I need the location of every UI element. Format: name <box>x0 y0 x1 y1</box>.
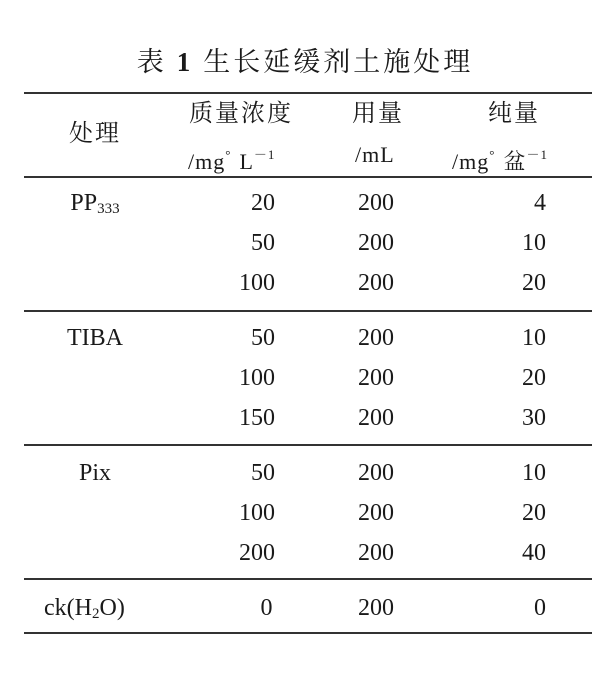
table-cell: 20 <box>522 365 546 391</box>
table-cell: 100 <box>239 365 275 391</box>
table-cell: 50 <box>251 325 275 351</box>
table-cell: 20 <box>251 190 275 216</box>
header-purity: 纯量 <box>488 99 540 127</box>
caption-prefix: 表 <box>136 47 167 78</box>
table-cell: 0 <box>534 595 546 621</box>
table-cell: 200 <box>358 595 394 621</box>
table-cell: 200 <box>358 270 394 296</box>
table-cell: 40 <box>522 540 546 566</box>
table-cell: 200 <box>358 365 394 391</box>
table-cell: 50 <box>251 230 275 256</box>
table-cell: 200 <box>358 325 394 351</box>
table-cell: 10 <box>522 460 546 486</box>
group-name-pix: Pix <box>78 460 111 486</box>
table-cell: 200 <box>358 405 394 431</box>
table-cell: 200 <box>358 540 394 566</box>
table-cell: 200 <box>358 500 394 526</box>
top-rule <box>24 92 592 94</box>
caption-text: 生长延缓剂土施处理 <box>203 47 474 78</box>
table-cell: 10 <box>522 230 546 256</box>
caption-number: 1 <box>176 47 194 77</box>
bottom-rule <box>24 632 592 634</box>
group-name-pp333: $PP_{333}$ <box>70 190 120 217</box>
table-cell: 50 <box>251 460 275 486</box>
header-volume: 用量 <box>352 99 404 127</box>
table-cell: 0 <box>260 595 273 621</box>
table-cell: 200 <box>358 190 394 216</box>
table-cell: 20 <box>522 500 546 526</box>
table-cell: 20 <box>522 270 546 296</box>
group-rule <box>24 310 592 312</box>
table-cell: 4 <box>534 190 546 216</box>
table-cell: 100 <box>239 270 275 296</box>
header-treatment: 处理 <box>69 119 121 147</box>
table-cell: 30 <box>522 405 546 431</box>
table-cell: 200 <box>239 540 275 566</box>
table-cell: 200 <box>358 230 394 256</box>
table-cell: 10 <box>522 325 546 351</box>
header-volume-unit: /mL <box>355 142 395 167</box>
table-cell: 200 <box>358 460 394 486</box>
group-name-tiba: TIBA <box>67 325 123 351</box>
group-rule <box>24 444 592 446</box>
table-cell: 100 <box>239 500 275 526</box>
group-rule <box>24 578 592 580</box>
control-name: $ck(H_2O)$ <box>44 595 125 622</box>
header-rule <box>24 176 592 178</box>
header-concentration-unit: /mg° $L^{-1}$ <box>188 147 276 174</box>
table-cell: 150 <box>239 405 275 431</box>
header-concentration: 质量浓度 <box>189 99 293 127</box>
header-purity-unit: /mg° 盆$^{-1}$ <box>452 147 548 174</box>
table-caption <box>0 40 610 79</box>
